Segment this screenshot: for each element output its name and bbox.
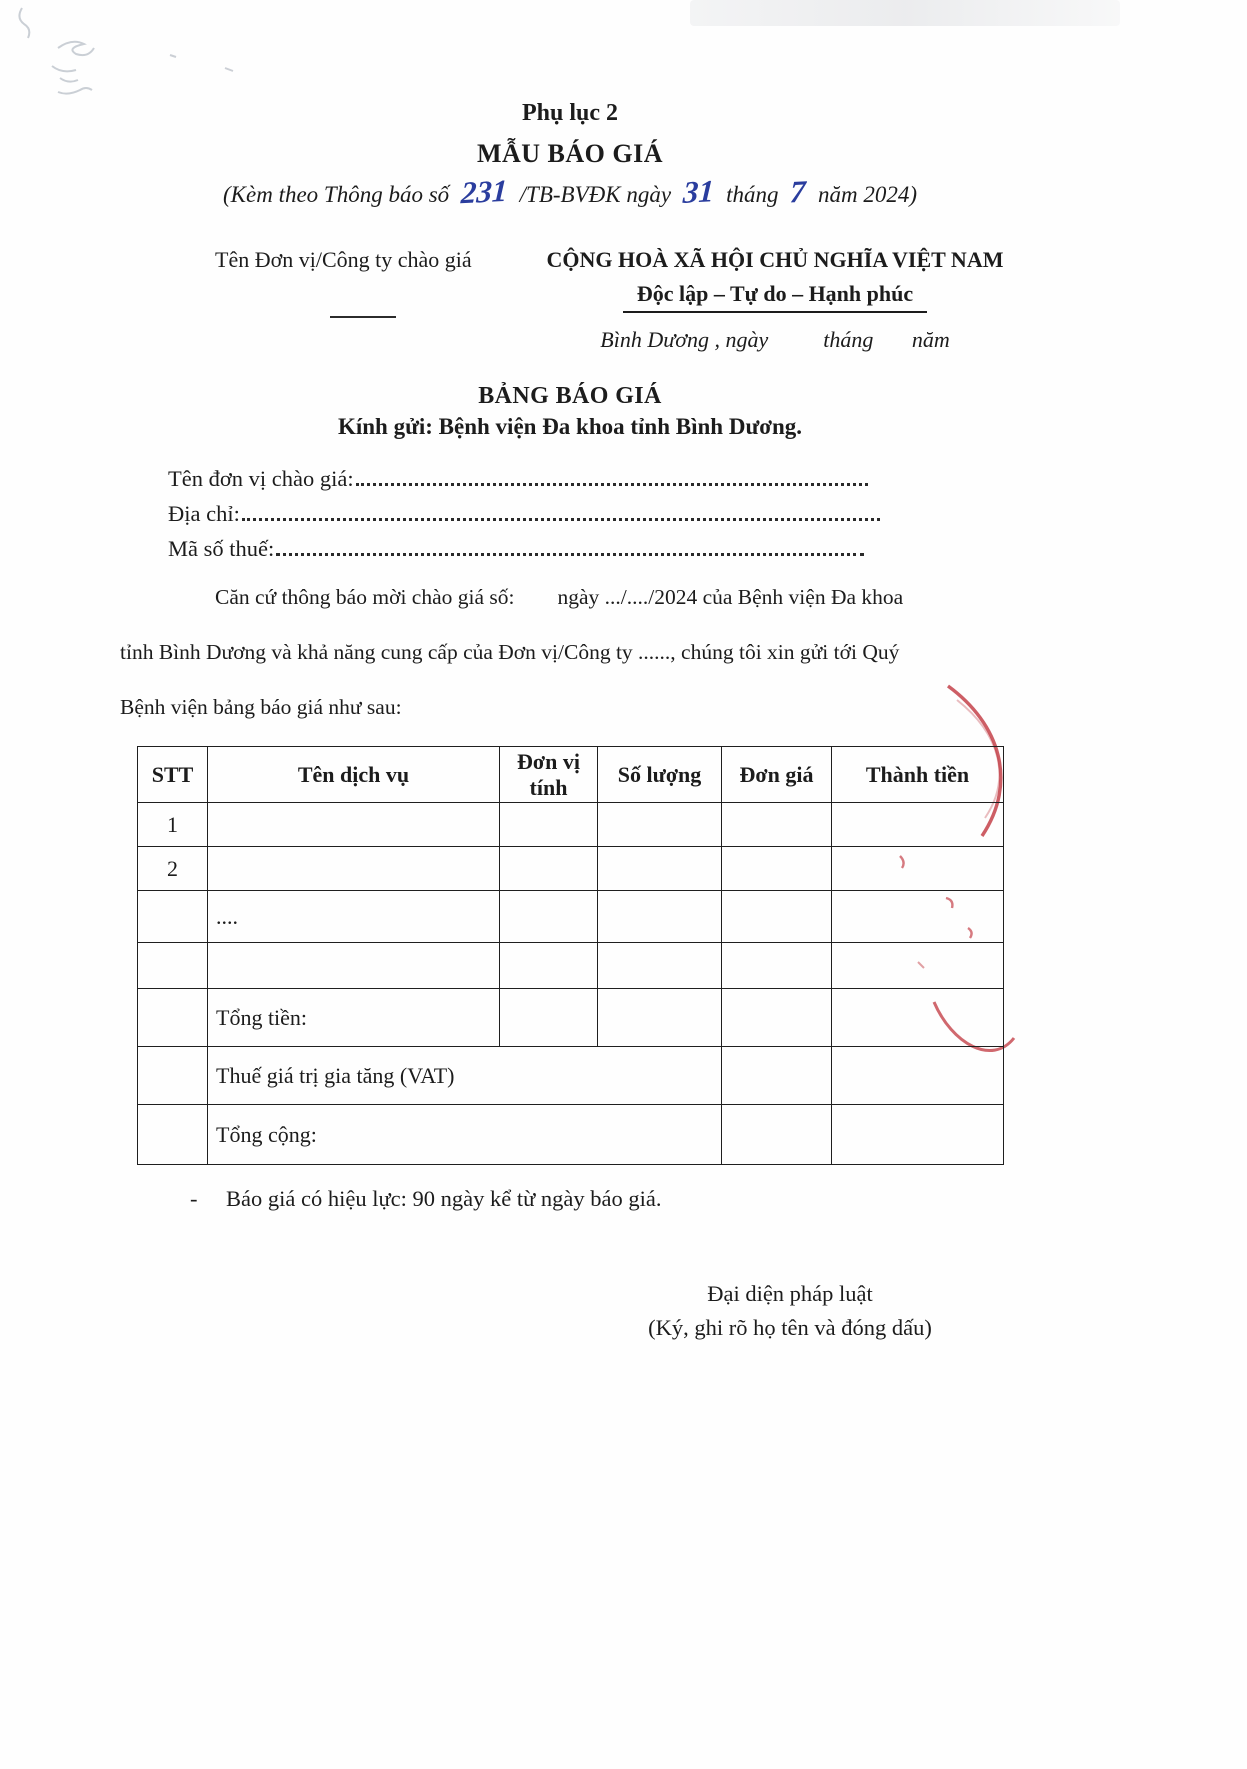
cell-amount: [832, 1105, 1004, 1165]
place-date-line: Bình Dương , ngày tháng năm: [600, 327, 950, 352]
cell-stt: [138, 1105, 208, 1165]
paragraph-line-1: Căn cứ thông báo mời chào giá số: ngày .../..../2024 của Bệnh viện Đa khoa: [215, 585, 904, 609]
field-address: [168, 501, 880, 527]
cell-quantity: [598, 803, 722, 847]
subtitle-part2: /TB-BVĐK ngày: [519, 182, 672, 207]
scanner-smudge: [690, 0, 1120, 26]
cell-amount: [832, 989, 1004, 1047]
table-row: [138, 891, 1004, 943]
quotation-table: [137, 746, 1004, 1165]
cell-stt: 2: [138, 847, 208, 891]
unit-underline: [330, 316, 396, 318]
handwritten-day: 31: [682, 173, 715, 210]
cell-unit-price: [722, 847, 832, 891]
cell-service: [208, 803, 500, 847]
cell-unit-price: [722, 891, 832, 943]
table-row: [138, 943, 1004, 989]
cell-unit-price: [722, 989, 832, 1047]
cell-amount: [832, 891, 1004, 943]
cell-service: ....: [208, 891, 500, 943]
col-header-quantity: Số lượng: [598, 747, 722, 803]
cell-unit: [500, 847, 598, 891]
cell-quantity: [598, 943, 722, 989]
handwritten-notice-number: 231: [460, 172, 509, 211]
field-unit-name: [168, 466, 868, 492]
cell-amount: [832, 803, 1004, 847]
col-header-unit-price: Đơn giá: [722, 747, 832, 803]
field-unit-name-dotted-line: [356, 483, 868, 486]
recipient-line: Kính gửi: Bệnh viện Đa khoa tỉnh Bình Dương.: [337, 414, 803, 439]
col-header-amount: Thành tiền: [832, 747, 1004, 803]
cell-amount: [832, 943, 1004, 989]
cell-quantity: [598, 847, 722, 891]
cell-unit: [500, 989, 598, 1047]
table-header-row: [138, 747, 1004, 803]
national-motto-text: Độc lập – Tự do – Hạnh phúc: [623, 281, 927, 313]
cell-quantity: [598, 989, 722, 1047]
appendix-label: Phụ lục 2: [521, 100, 619, 126]
pencil-scribble: [19, 8, 233, 94]
total-label: Tổng tiền:: [208, 989, 500, 1047]
cell-unit: [500, 891, 598, 943]
table-grand-total-row: [138, 1105, 1004, 1165]
cell-stt: [138, 891, 208, 943]
table-row: [138, 803, 1004, 847]
cell-amount: [832, 1047, 1004, 1105]
table-vat-row: [138, 1047, 1004, 1105]
national-motto: [535, 281, 1015, 313]
subtitle-part1: (Kèm theo Thông báo số: [223, 182, 450, 207]
national-title: CỘNG HOÀ XÃ HỘI CHỦ NGHĨA VIỆT NAM: [546, 247, 1004, 272]
paragraph-line-3: Bệnh viện bảng báo giá như sau:: [120, 695, 402, 719]
field-tax-code-dotted-line: [276, 553, 864, 556]
cell-unit-price: [722, 803, 832, 847]
field-tax-code-label: Mã số thuế:: [168, 536, 275, 561]
signature-instruction: (Ký, ghi rõ họ tên và đóng dấu): [648, 1315, 932, 1340]
validity-note-text: Báo giá có hiệu lực: 90 ngày kể từ ngày báo giá.: [226, 1186, 662, 1211]
subtitle-part4: năm 2024): [817, 182, 917, 207]
cell-quantity: [598, 891, 722, 943]
cell-service: [208, 943, 500, 989]
cell-stt: [138, 1047, 208, 1105]
handwritten-month: 7: [789, 173, 807, 210]
col-header-stt: STT: [138, 747, 208, 803]
document-title: MẪU BÁO GIÁ: [476, 139, 664, 168]
table-total-row: [138, 989, 1004, 1047]
col-header-unit: Đơn vị tính: [500, 747, 598, 803]
cell-stt: [138, 943, 208, 989]
cell-unit: [500, 803, 598, 847]
field-tax-code: [168, 536, 864, 562]
quoting-unit-label: Tên Đơn vị/Công ty chào giá: [215, 247, 472, 272]
grand-total-label: Tổng cộng:: [208, 1105, 722, 1165]
cell-unit-price: [722, 1047, 832, 1105]
paragraph-line-2: tỉnh Bình Dương và khả năng cung cấp của Đơn vị/Công ty ......, chúng tôi xin gửi tới Quý: [120, 640, 900, 664]
cell-stt: 1: [138, 803, 208, 847]
field-address-dotted-line: [242, 518, 880, 521]
bullet-dash: -: [190, 1186, 198, 1211]
cell-unit: [500, 943, 598, 989]
subtitle-line: [0, 172, 1140, 211]
table-row: [138, 847, 1004, 891]
col-header-service: Tên dịch vụ: [208, 747, 500, 803]
vat-label: Thuế giá trị gia tăng (VAT): [208, 1047, 722, 1105]
form-title: BẢNG BÁO GIÁ: [478, 383, 662, 409]
cell-unit-price: [722, 943, 832, 989]
field-address-label: Địa chỉ:: [168, 501, 240, 526]
subtitle-part3: tháng: [726, 182, 779, 207]
cell-unit-price: [722, 1105, 832, 1165]
cell-amount: [832, 847, 1004, 891]
cell-service: [208, 847, 500, 891]
signature-title: Đại diện pháp luật: [707, 1281, 873, 1306]
validity-note-line: [190, 1186, 662, 1212]
field-unit-name-label: Tên đơn vị chào giá:: [168, 466, 354, 491]
cell-stt: [138, 989, 208, 1047]
